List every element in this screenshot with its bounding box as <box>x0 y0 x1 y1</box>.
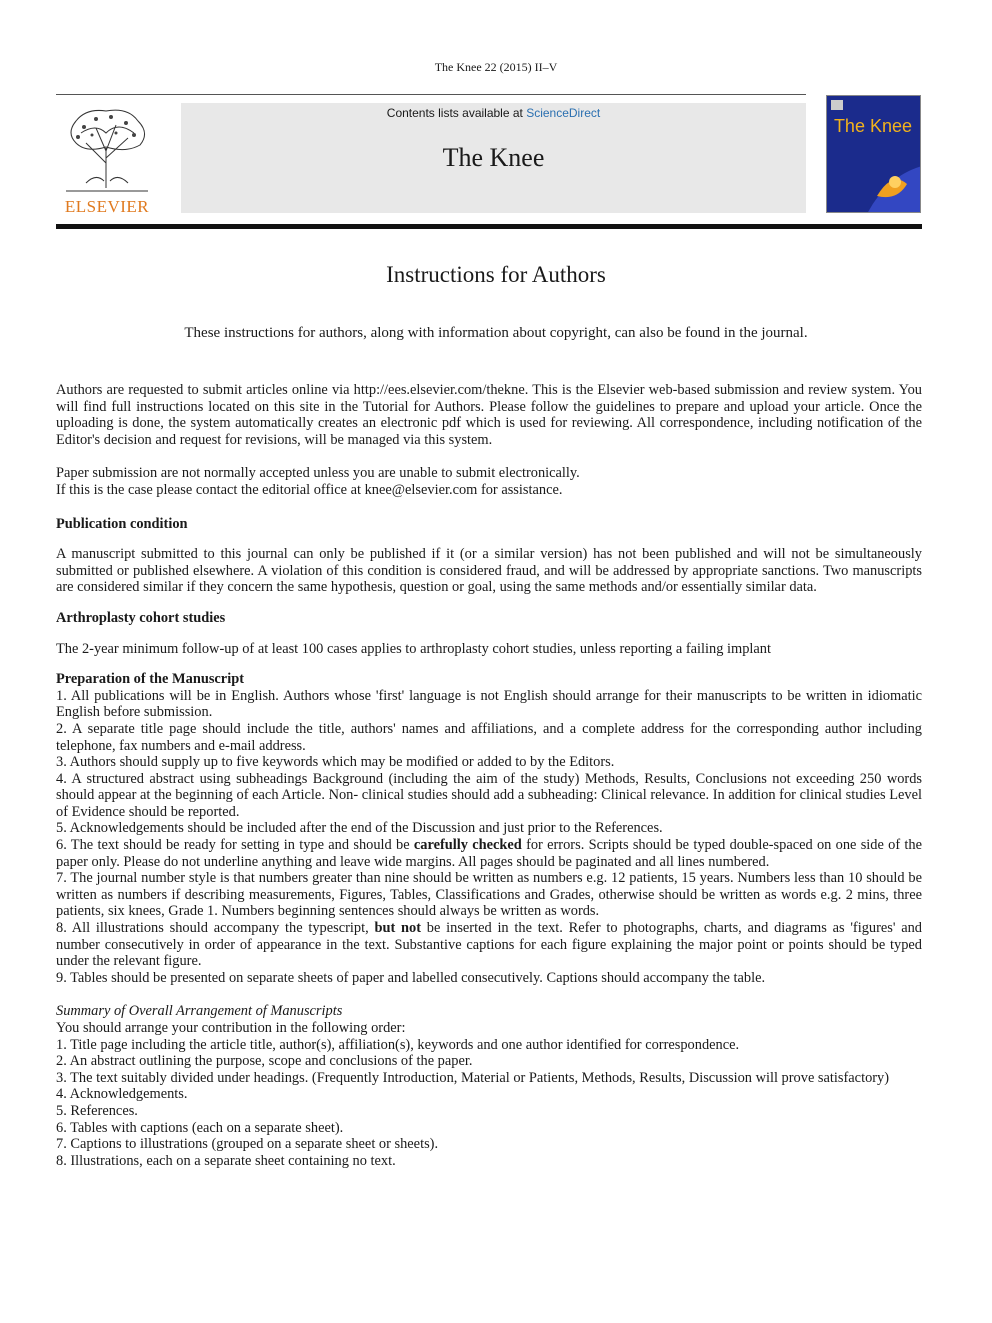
header-thick-rule <box>56 224 922 229</box>
journal-name: The Knee <box>442 143 545 172</box>
list-item: 5. Acknowledgements should be included after the end of the Discussion and just prior to the References. <box>56 820 663 837</box>
cover-art <box>827 96 921 213</box>
journal-citation: The Knee 22 (2015) II–V <box>434 60 558 74</box>
list-item <box>56 920 922 970</box>
paragraph-paper-submission-1: Paper submission are not normally accepted unless you are unable to submit electronically. <box>56 465 580 482</box>
list-item: 7. The journal number style is that numbers greater than nine should be written as numbers e.g. 12 patients, 15 years. Numbers less than 10 should be written as numbers if describing measurements, Figures, Tables, Classifications and Grades, otherwise should be written as words e.g. 2 mins, three patients, six knees, Grade 1. Numbers beginning sentences should always be written as words. <box>56 870 922 920</box>
contents-prefix: Contents lists available at <box>386 106 527 120</box>
list-item: 3. The text suitably divided under headings. (Frequently Introduction, Material or Patients, Methods, Results, Discussion will prove satisfactory) <box>56 1069 890 1086</box>
list-item <box>56 837 922 870</box>
list-item: 2. A separate title page should include the title, authors' names and affiliations, and a complete address for the corresponding author including telephone, fax numbers and e-mail address. <box>56 720 922 754</box>
heading-preparation: Preparation of the Manuscript <box>56 671 244 688</box>
heading-arthroplasty: Arthroplasty cohort studies <box>56 609 226 626</box>
page-title: Instructions for Authors <box>386 262 606 287</box>
list-item: 7. Captions to illustrations (grouped on a separate sheet or sheets). <box>56 1136 439 1153</box>
heading-summary: Summary of Overall Arrangement of Manuscripts <box>56 1003 343 1020</box>
summary-lead: You should arrange your contribution in the following order: <box>56 1020 406 1036</box>
paragraph-arthroplasty: The 2-year minimum follow-up of at least 100 cases applies to arthroplasty cohort studies, unless reporting a failing implant <box>56 640 771 657</box>
sciencedirect-link[interactable]: ScienceDirect <box>526 106 601 120</box>
heading-publication-condition: Publication condition <box>56 515 188 532</box>
paragraph-publication-condition: A manuscript submitted to this journal can only be published if it (or a similar version) has not been published and will not be simultaneously submitted or published elsewhere. A violation of this condition is considered fraud, and will be addressed by appropriate sanctions. Two manuscripts are considered similar if they concern the same hypothesis, question or goal, using the same methods and/or essentially similar data. <box>56 546 922 596</box>
journal-masthead <box>181 103 806 213</box>
item8-text-pre: 8. All illustrations should accompany the typescript, <box>56 920 375 937</box>
cover-title: The Knee <box>833 116 912 136</box>
list-item: 2. An abstract outlining the purpose, scope and conclusions of the paper. <box>56 1053 473 1070</box>
list-item: 6. Tables with captions (each on a separate sheet). <box>56 1119 344 1136</box>
list-item: 1. Title page including the article title, author(s), affiliation(s), keywords and one author identified for correspondence. <box>56 1036 740 1053</box>
article-body <box>56 382 922 1169</box>
item6-text-post: for errors. Scripts should be typed double-spaced on one side of the paper only. Please do not underline anything and leave wide margins. All pages should be paginated and all lines numbered. <box>56 837 922 870</box>
item6-text-pre: 6. The text should be ready for setting in type and should be <box>56 837 414 854</box>
item6-bold: carefully checked <box>413 837 522 854</box>
list-item: 5. References. <box>56 1102 138 1119</box>
contents-line <box>181 106 806 120</box>
list-item: 8. Illustrations, each on a separate sheet containing no text. <box>56 1152 396 1169</box>
intro-note: These instructions for authors, along with information about copyright, can also be found in the journal. <box>184 325 808 341</box>
list-item: 4. Acknowledgements. <box>56 1086 188 1103</box>
item8-bold: but not <box>374 920 422 937</box>
list-item: 3. Authors should supply up to five keywords which may be modified or added to by the Editors. <box>56 754 615 771</box>
item8-text-post: be inserted in the text. Refer to photographs, charts, and diagrams as 'figures' and number consecutively in order of appearance in the text. Substantive captions for each figure explaining the major point or points should be typed under the relevant figure. <box>56 920 923 970</box>
list-item: 4. A structured abstract using subheadings Background (including the aim of the study) Methods, Results, Conclusions not exceeding 250 words should appear at the beginning of each Article. Non- clinical studies should add a subheading: Clinical relevance. In addition for clinical studies Level of Evidence should be reported. <box>56 770 922 820</box>
paragraph-paper-submission-2: If this is the case please contact the editorial office at knee@elsevier.com for assistance. <box>56 481 563 498</box>
header-rule <box>56 94 806 95</box>
journal-cover-image <box>826 95 921 213</box>
elsevier-wordmark: ELSEVIER <box>64 197 150 216</box>
paragraph-submission: Authors are requested to submit articles online via http://ees.elsevier.com/thekne. This is the Elsevier web-based submission and review system. You will find full instructions located on this site in the Tutorial for Authors. Please follow the guidelines to prepare and upload your article. Once the uploading is done, the system automatically creates an electronic pdf which is used for reviewing. All correspondence, including notification of the Editor's decision and request for revisions, will be managed via this system. <box>56 382 922 448</box>
list-item: 1. All publications will be in English. Authors whose 'first' language is not English should arrange for their manuscripts to be written in idiomatic English before submission. <box>56 687 922 721</box>
list-item: 9. Tables should be presented on separate sheets of paper and labelled consecutively. Captions should accompany the table. <box>56 969 766 986</box>
